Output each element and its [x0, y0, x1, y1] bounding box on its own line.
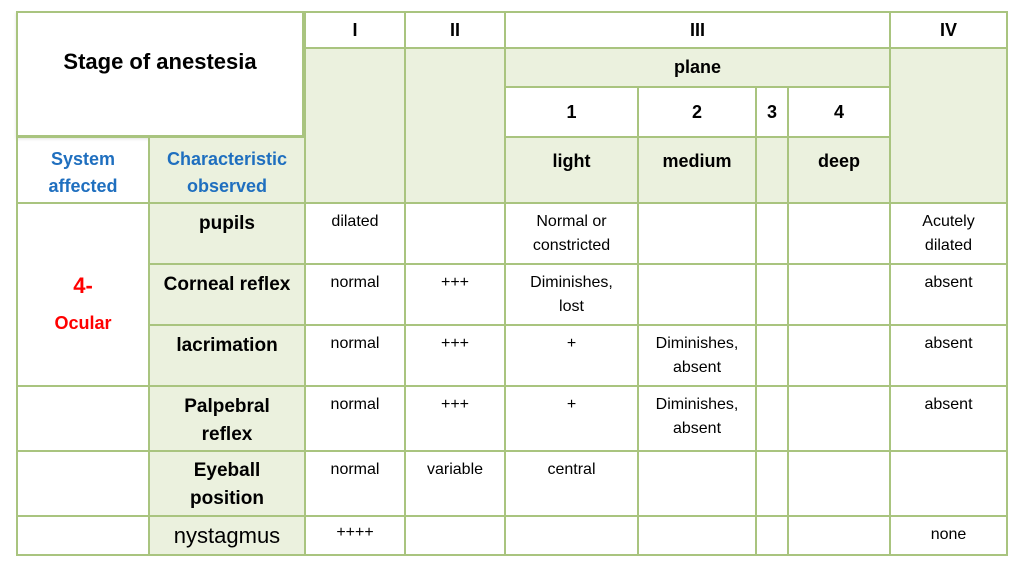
- system-number: 4-: [73, 273, 93, 298]
- stage4-value: absent: [924, 335, 973, 352]
- plane1-cell: [504, 385, 639, 452]
- ocular-system-cell: [16, 202, 150, 387]
- system-affected-label: System affected: [48, 149, 118, 196]
- plane-1-header: [504, 86, 639, 138]
- plane-3-label: 3: [766, 101, 777, 122]
- plane1-cell: [504, 202, 639, 265]
- plane-2-label: 2: [691, 101, 702, 122]
- stage2-cell: [404, 515, 506, 556]
- stage1-cell: [304, 263, 406, 326]
- stage-iii-header: [504, 11, 891, 49]
- stage4-cell: [889, 515, 1008, 556]
- stage4-cell: [889, 385, 1008, 452]
- stage-iv-header-blank: [889, 47, 1008, 204]
- plane1-value: +: [566, 396, 577, 413]
- characteristic-observed-label: Characteristic observed: [166, 149, 288, 196]
- plane4-cell: [787, 450, 891, 517]
- characteristic-label: lacrimation: [176, 335, 278, 356]
- stage4-cell: [889, 450, 1008, 517]
- characteristic-cell: [148, 515, 306, 556]
- system-blank-row6: [16, 515, 150, 556]
- plane2-cell: [637, 263, 757, 326]
- plane3-cell: [755, 515, 789, 556]
- plane3-cell: [755, 263, 789, 326]
- stage-ii-label: II: [449, 19, 460, 40]
- depth-deep-label: deep: [817, 151, 860, 171]
- characteristic-cell: [148, 450, 306, 517]
- stage-label: Stage of anestesia: [63, 49, 257, 74]
- depth-medium-label: medium: [662, 151, 732, 171]
- stage2-cell: [404, 263, 506, 326]
- stage-ii-header: [404, 11, 506, 49]
- stage2-value: +++: [440, 396, 470, 413]
- stage1-value: normal: [330, 274, 380, 291]
- stage4-value: none: [930, 526, 967, 543]
- plane2-value: Diminishes, absent: [655, 335, 739, 376]
- characteristic-observed-header: [148, 136, 306, 204]
- stage-i-header: [304, 11, 406, 49]
- characteristic-cell: [148, 385, 306, 452]
- stage4-cell: [889, 263, 1008, 326]
- system-blank-row5: [16, 450, 150, 517]
- stage-ii-header-blank: [404, 47, 506, 204]
- plane4-cell: [787, 263, 891, 326]
- stage1-value: ++++: [336, 524, 374, 541]
- stage1-value: normal: [330, 396, 380, 413]
- characteristic-label: pupils: [199, 213, 255, 234]
- stage2-value: +++: [440, 274, 470, 291]
- plane3-cell: [755, 385, 789, 452]
- stage2-cell: [404, 450, 506, 517]
- plane4-cell: [787, 515, 891, 556]
- plane2-cell: [637, 202, 757, 265]
- stage2-value: +++: [440, 335, 470, 352]
- plane1-value: Normal or constricted: [532, 213, 611, 254]
- system-blank-row4: [16, 385, 150, 452]
- depth-deep-cell: [787, 136, 891, 204]
- stage4-value: Acutely dilated: [922, 213, 975, 254]
- depth-medium-cell: [637, 136, 757, 204]
- plane3-cell: [755, 202, 789, 265]
- stage1-value: normal: [330, 335, 380, 352]
- characteristic-label: Palpebral reflex: [184, 396, 270, 445]
- stage4-value: absent: [924, 396, 973, 413]
- plane3-cell: [755, 450, 789, 517]
- depth-light-label: light: [552, 151, 591, 171]
- plane-3-header: [755, 86, 789, 138]
- system-affected-header: [16, 136, 150, 204]
- plane4-cell: [787, 202, 891, 265]
- stage-iv-label: IV: [939, 19, 957, 40]
- stage1-cell: [304, 324, 406, 387]
- stage-iii-label: III: [689, 19, 705, 40]
- plane2-cell: [637, 450, 757, 517]
- plane1-cell: [504, 515, 639, 556]
- stage1-cell: [304, 515, 406, 556]
- stage4-cell: [889, 324, 1008, 387]
- plane2-value: Diminishes, absent: [655, 396, 739, 437]
- stage1-cell: [304, 450, 406, 517]
- plane-header: [504, 47, 891, 88]
- stage2-cell: [404, 202, 506, 265]
- stage1-cell: [304, 202, 406, 265]
- plane4-cell: [787, 385, 891, 452]
- plane2-cell: [637, 324, 757, 387]
- stage2-cell: [404, 385, 506, 452]
- characteristic-label: Eyeball position: [190, 460, 264, 509]
- stage-i-header-blank: [304, 47, 406, 204]
- plane1-value: +: [566, 335, 577, 352]
- plane1-cell: [504, 263, 639, 326]
- plane4-cell: [787, 324, 891, 387]
- stage4-value: absent: [924, 274, 973, 291]
- characteristic-cell: [148, 202, 306, 265]
- stage2-value: variable: [426, 461, 484, 478]
- characteristic-cell: [148, 263, 306, 326]
- stage1-value: dilated: [331, 213, 379, 230]
- stage-i-label: I: [352, 19, 358, 40]
- plane-4-header: [787, 86, 891, 138]
- plane-1-label: 1: [566, 101, 577, 122]
- plane1-cell: [504, 324, 639, 387]
- depth-plane3-cell: [755, 136, 789, 204]
- plane1-cell: [504, 450, 639, 517]
- system-name: Ocular: [54, 313, 112, 333]
- plane3-cell: [755, 324, 789, 387]
- plane-label: plane: [673, 57, 721, 77]
- plane2-cell: [637, 515, 757, 556]
- stage-iv-header: [889, 11, 1008, 49]
- stage4-cell: [889, 202, 1008, 265]
- stage-label-cell: [16, 11, 304, 137]
- plane-4-label: 4: [833, 101, 844, 122]
- characteristic-cell: [148, 324, 306, 387]
- stage1-cell: [304, 385, 406, 452]
- depth-light-cell: [504, 136, 639, 204]
- plane1-value: Diminishes, lost: [530, 274, 613, 315]
- characteristic-label: nystagmus: [173, 523, 281, 548]
- stage1-value: normal: [330, 461, 380, 478]
- plane1-value: central: [547, 461, 596, 478]
- characteristic-label: Corneal reflex: [163, 274, 291, 295]
- plane-2-header: [637, 86, 757, 138]
- plane2-cell: [637, 385, 757, 452]
- stage2-cell: [404, 324, 506, 387]
